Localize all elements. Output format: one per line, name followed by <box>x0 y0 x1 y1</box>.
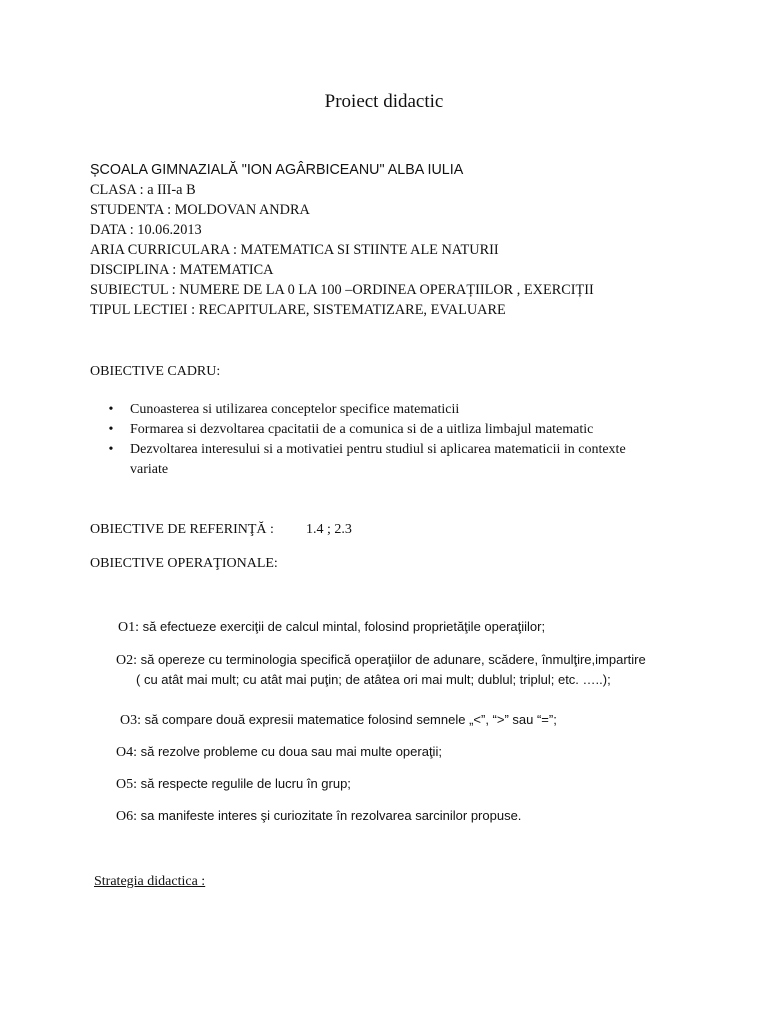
objective-text: sa manifeste interes şi curiozitate în rezolvarea sarcinilor propuse. <box>140 808 522 823</box>
objective-code: O1: <box>118 620 139 635</box>
list-item-text: Formarea si dezvoltarea cpacitatii de a comunica si de a uitliza limbajul matematic <box>130 422 594 437</box>
objective-text: să efectueze exerciţii de calcul mintal, folosind proprietăţile operaţiilor; <box>142 619 546 634</box>
document-title: Proiect didactic <box>324 91 444 112</box>
reference-objectives-heading: OBIECTIVE DE REFERINŢĂ : <box>90 522 274 537</box>
date-line: DATA : 10.06.2013 <box>90 222 202 238</box>
list-item <box>104 440 704 480</box>
reference-objectives-values: 1.4 ; 2.3 <box>306 522 352 537</box>
list-item-text: Cunoasterea si utilizarea conceptelor specifice matematicii <box>130 402 460 417</box>
operational-objective-o3 <box>120 710 557 731</box>
objective-text: să rezolve probleme cu doua sau mai multe operaţii; <box>140 744 442 759</box>
objective-text: să compare două expresii matematice folosind semnele „<”, “>” sau “=”; <box>144 712 557 727</box>
operational-objective-o1 <box>118 617 545 638</box>
operational-objective-o4 <box>116 742 442 763</box>
document-header-info <box>90 160 730 320</box>
list-item <box>104 400 704 420</box>
subject-line: SUBIECTUL : NUMERE DE LA 0 LA 100 –ORDINEA OPERAȚIILOR , EXERCIȚII <box>90 282 594 298</box>
objective-code: O2: <box>116 653 137 668</box>
operational-objectives-heading: OBIECTIVE OPERAŢIONALE: <box>90 556 278 571</box>
curricular-area-line: ARIA CURRICULARA : MATEMATICA SI STIINTE ALE NATURII <box>90 242 499 258</box>
operational-objective-o2 <box>116 650 646 671</box>
class-line: CLASA : a III-a B <box>90 182 196 198</box>
objective-code: O3: <box>120 713 141 728</box>
lesson-type-line: TIPUL LECTIEI : RECAPITULARE, SISTEMATIZARE, EVALUARE <box>90 302 506 318</box>
discipline-line: DISCIPLINA : MATEMATICA <box>90 262 274 278</box>
objective-code: O4: <box>116 745 137 760</box>
objective-code: O5: <box>116 777 137 792</box>
objectives-frame-list <box>104 400 704 480</box>
strategy-heading: Strategia didactica : <box>94 874 206 889</box>
objective-text: să opereze cu terminologia specifică operaţiilor de adunare, scădere, înmulţire,impartire <box>140 652 646 667</box>
operational-objective-o5 <box>116 774 351 795</box>
list-item-text: Dezvoltarea interesului si a motivatiei pentru studiul si aplicarea matematicii in contexte variate <box>130 442 626 477</box>
school-line: ȘCOALA GIMNAZIALĂ "ION AGÂRBICEANU" ALBA IULIA <box>90 162 464 178</box>
objectives-frame-heading: OBIECTIVE CADRU: <box>90 364 221 379</box>
bullet-icon: • <box>108 422 114 437</box>
student-line: STUDENTA : MOLDOVAN ANDRA <box>90 202 310 218</box>
list-item <box>104 420 704 440</box>
bullet-icon: • <box>108 442 114 457</box>
operational-objective-o2-continuation: ( cu atât mai mult; cu atât mai puţin; de atâtea ori mai mult; dublul; triplul; etc. …..); <box>136 672 611 687</box>
objective-text: să respecte regulile de lucru în grup; <box>140 776 351 791</box>
objective-code: O6: <box>116 809 137 824</box>
bullet-icon: • <box>108 402 114 417</box>
operational-objective-o6 <box>116 806 521 827</box>
